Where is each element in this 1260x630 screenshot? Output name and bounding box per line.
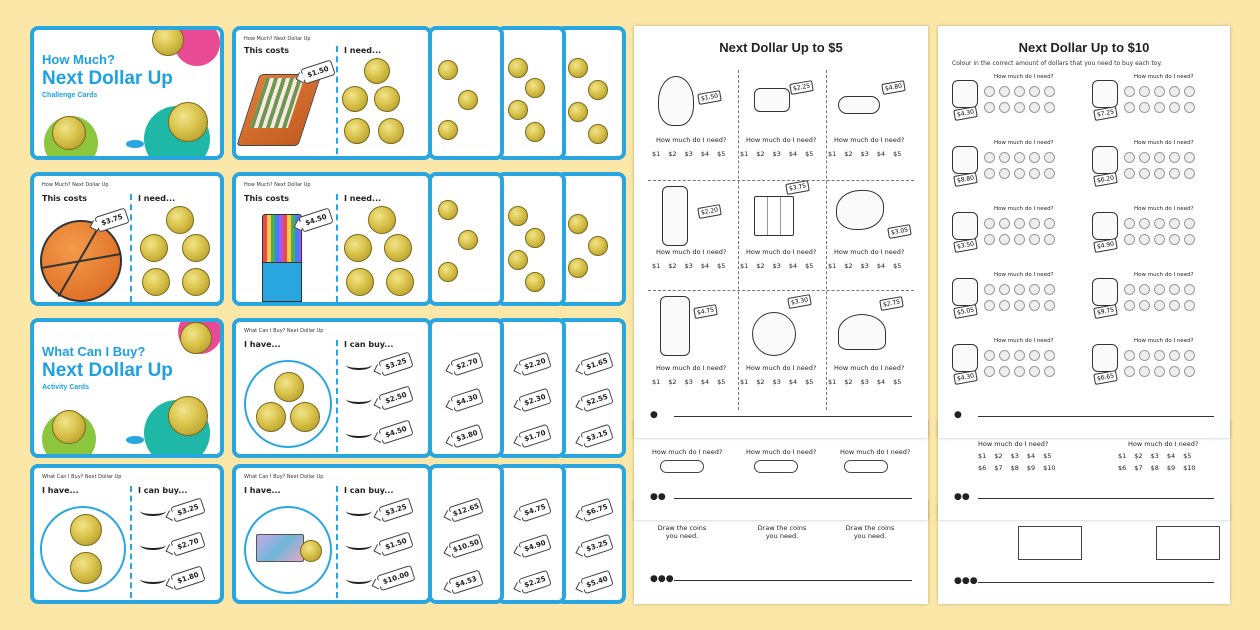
question: How much do I need?	[746, 136, 817, 144]
question: How much do I need?	[1134, 74, 1194, 80]
dollar-coin-outline[interactable]	[1014, 152, 1025, 163]
worksheet-10	[938, 26, 1230, 438]
divider	[336, 340, 338, 452]
coin-image	[168, 102, 208, 142]
dollar-coin-outline[interactable]	[1029, 234, 1040, 245]
page-dots: ●●	[954, 492, 970, 502]
question: How much do I need?	[746, 448, 817, 456]
dollar-coin-outline[interactable]	[1169, 366, 1180, 377]
price-tag: $3.25	[580, 534, 613, 558]
answer-options[interactable]: $1 $2 $3 $4 $5	[828, 378, 902, 386]
price-tag: $1.65	[580, 352, 613, 376]
card-header: What Can I Buy? Next Dollar Up	[244, 474, 324, 480]
price-tag: $1.50	[697, 90, 722, 105]
dollar-coin-outline[interactable]	[1184, 218, 1195, 229]
dollar-coin-outline[interactable]	[1154, 350, 1165, 361]
dollar-coin-outline[interactable]	[1124, 168, 1135, 179]
divider	[336, 46, 338, 154]
i-have-label: I have...	[244, 340, 281, 349]
page-dot: ●	[650, 410, 658, 420]
dollar-coin-outline[interactable]	[1029, 350, 1040, 361]
dollar-coin-outline[interactable]	[999, 284, 1010, 295]
page-dots: ●●●	[650, 574, 674, 584]
dollar-coin-outline[interactable]	[999, 168, 1010, 179]
dollar-coin-outline[interactable]	[1014, 350, 1025, 361]
draw-label: Draw the coins you need.	[757, 524, 807, 540]
question: How much do I need?	[1134, 140, 1194, 146]
dollar-coin-outline[interactable]	[1124, 234, 1135, 245]
dollar-coin-outline[interactable]	[1184, 234, 1195, 245]
dollar-coin-outline[interactable]	[984, 366, 995, 377]
question: How much do I need?	[994, 74, 1054, 80]
price-tag: $1.70	[518, 424, 551, 448]
dollar-coin-outline[interactable]	[984, 300, 995, 311]
card-header: How Much? Next Dollar Up	[244, 36, 311, 42]
dollar-coin-outline[interactable]	[1044, 152, 1055, 163]
title-line2: Next Dollar Up	[42, 360, 173, 381]
question: How much do I need?	[656, 136, 727, 144]
price-tag: $4.90	[1093, 238, 1118, 253]
dollar-coin-outline[interactable]	[1044, 218, 1055, 229]
worksheet-title: Next Dollar Up to $10	[1018, 40, 1150, 55]
question: How much do I need?	[1128, 440, 1199, 448]
answer-options[interactable]: $1 $2 $3 $4 $5	[652, 378, 726, 386]
question: How much do I need?	[1134, 272, 1194, 278]
price-tag: $6.20	[1093, 172, 1118, 187]
dollar-coin-outline[interactable]	[1044, 284, 1055, 295]
logo-icon	[126, 140, 144, 148]
dollar-coin-outline[interactable]	[984, 218, 995, 229]
dollar-coin-outline[interactable]	[1124, 300, 1135, 311]
price-tag: $2.30	[518, 388, 551, 412]
i-have-label: I have...	[42, 486, 79, 495]
price-tag: $1.50	[300, 59, 335, 84]
question: How much do I need?	[994, 206, 1054, 212]
dollar-coin-outline[interactable]	[1139, 102, 1150, 113]
challenge-title-card	[30, 26, 224, 160]
divider	[130, 194, 132, 302]
dollar-coin-outline[interactable]	[984, 350, 995, 361]
dollar-coin-outline[interactable]	[1154, 366, 1165, 377]
answer-box[interactable]	[1018, 526, 1082, 560]
teddy-bear-image	[952, 80, 978, 108]
price-tag: $4.50	[298, 207, 333, 232]
price-tag: $2.70	[170, 531, 205, 556]
coin-image	[168, 396, 208, 436]
dollar-coin-outline[interactable]	[1154, 86, 1165, 97]
dollar-coin-outline[interactable]	[999, 234, 1010, 245]
dollar-coin-outline[interactable]	[1169, 234, 1180, 245]
dollar-coin-outline[interactable]	[1169, 300, 1180, 311]
price-tag: $3.30	[787, 294, 812, 309]
price-tag: $4.50	[378, 419, 413, 444]
worksheet-5	[634, 26, 928, 438]
question: How much do I need?	[656, 248, 727, 256]
dollar-coin-outline[interactable]	[1014, 366, 1025, 377]
dollar-coin-outline[interactable]	[1044, 350, 1055, 361]
question: How much do I need?	[834, 136, 905, 144]
price-tag: $5.05	[953, 304, 978, 319]
answer-options[interactable]: $1 $2 $3 $4 $5	[828, 262, 902, 270]
answer-options[interactable]: $1 $2 $3 $4 $5	[740, 262, 814, 270]
dollar-coin-outline[interactable]	[1029, 300, 1040, 311]
dollar-coin-outline[interactable]	[1124, 350, 1135, 361]
price-tag: $7.25	[1093, 106, 1118, 121]
title-subtitle: Challenge Cards	[42, 92, 98, 99]
answer-options[interactable]: $6 $7 $8 $9 $10	[978, 464, 1056, 472]
price-tag: $10.50	[448, 533, 483, 558]
dollar-coin-outline[interactable]	[1029, 218, 1040, 229]
question: How much do I need?	[994, 338, 1054, 344]
price-tag: $4.30	[450, 388, 483, 412]
logo-icon	[126, 436, 144, 444]
dollar-coin-outline[interactable]	[1139, 300, 1150, 311]
snail-image	[838, 314, 886, 350]
dollar-coin-outline[interactable]	[1154, 234, 1165, 245]
dollar-coin-outline[interactable]	[1169, 350, 1180, 361]
toy-truck-image	[754, 88, 790, 112]
card-header: How Much? Next Dollar Up	[42, 182, 109, 188]
price-tag: $2.20	[697, 204, 722, 219]
dollar-coin-outline[interactable]	[1139, 366, 1150, 377]
dollar-coin-outline[interactable]	[1044, 86, 1055, 97]
teddy-bear-image	[658, 76, 694, 126]
answer-box[interactable]	[754, 460, 798, 473]
dollar-coin-outline[interactable]	[1184, 300, 1195, 311]
page-dots: ●●	[650, 492, 666, 502]
paint-palette-image	[952, 278, 978, 306]
card-header: What Can I Buy? Next Dollar Up	[244, 328, 324, 334]
dollar-coin-outline[interactable]	[1169, 86, 1180, 97]
dollar-coin-outline[interactable]	[1044, 300, 1055, 311]
dollar-coin-outline[interactable]	[1184, 152, 1195, 163]
price-tag: $6.75	[580, 498, 613, 522]
answer-options[interactable]: $1 $2 $3 $4 $5	[740, 150, 814, 158]
dollar-coin-outline[interactable]	[984, 102, 995, 113]
dollar-coin-outline[interactable]	[1139, 350, 1150, 361]
price-tag: $1.50	[378, 531, 413, 556]
price-tag: $2.25	[789, 80, 814, 95]
price-tag: $4.53	[448, 569, 483, 594]
dollar-coin-outline[interactable]	[1124, 218, 1135, 229]
price-tag: $4.30	[953, 106, 978, 121]
page-dots: ●●●	[954, 576, 978, 586]
i-can-buy-label: I can buy...	[344, 340, 394, 349]
question: How much do I need?	[994, 272, 1054, 278]
dollar-coin-outline[interactable]	[1139, 284, 1150, 295]
giraffe-image	[662, 186, 688, 246]
title-line1: How Much?	[42, 52, 115, 67]
worksheet-title: Next Dollar Up to $5	[719, 40, 843, 55]
answer-box[interactable]	[1156, 526, 1220, 560]
dollar-coin-outline[interactable]	[1124, 366, 1135, 377]
dollar-coin-outline[interactable]	[1044, 366, 1055, 377]
price-tag: $3.25	[378, 497, 413, 522]
draw-label: Draw the coins you need.	[657, 524, 707, 540]
price-tag: $1.80	[170, 565, 205, 590]
i-need-label: I need...	[344, 46, 382, 55]
dollar-coin-outline[interactable]	[1014, 300, 1025, 311]
price-tag: $3.75	[785, 180, 810, 195]
price-tag: $2.50	[378, 385, 413, 410]
dollar-coin-outline[interactable]	[984, 284, 995, 295]
dollar-coin-outline[interactable]	[999, 300, 1010, 311]
challenge-card-3	[232, 172, 432, 306]
price-tag: $2.25	[518, 570, 551, 594]
dollar-coin-outline[interactable]	[1169, 168, 1180, 179]
answer-options[interactable]: $1 $2 $3 $4 $5	[978, 452, 1052, 460]
dollar-coin-outline[interactable]	[1029, 284, 1040, 295]
title-line2: Next Dollar Up	[42, 68, 173, 89]
dollar-coin-outline[interactable]	[1044, 102, 1055, 113]
price-tag: $3.05	[887, 224, 912, 239]
instruction: Colour in the correct amount of dollars that you need to buy each toy.	[952, 60, 1163, 67]
snail-image	[1092, 344, 1118, 372]
price-tag: $4.75	[693, 304, 718, 319]
dollar-coin-outline[interactable]	[1029, 86, 1040, 97]
i-have-label: I have...	[244, 486, 281, 495]
ball-image	[952, 344, 978, 372]
price-tag: $4.75	[518, 498, 551, 522]
price-tag: $3.15	[580, 424, 613, 448]
dollar-coin-outline[interactable]	[1029, 102, 1040, 113]
dollar-coin-outline[interactable]	[999, 350, 1010, 361]
answer-box[interactable]	[844, 460, 888, 473]
dollar-coin-outline[interactable]	[1139, 168, 1150, 179]
dollar-coin-outline[interactable]	[1139, 152, 1150, 163]
banknote-image	[256, 534, 304, 562]
dollar-coin-outline[interactable]	[1184, 350, 1195, 361]
dollar-coin-outline[interactable]	[1124, 86, 1135, 97]
price-tag: $4.30	[953, 370, 978, 385]
paint-palette-image	[836, 190, 884, 230]
this-costs-label: This costs	[244, 46, 290, 55]
answer-options[interactable]: $1 $2 $3 $4 $5	[652, 150, 726, 158]
coin-image	[52, 116, 86, 150]
answer-options[interactable]: $1 $2 $3 $4 $5	[652, 262, 726, 270]
question: How much do I need?	[834, 248, 905, 256]
dollar-coin-outline[interactable]	[1154, 284, 1165, 295]
question: How much do I need?	[978, 440, 1049, 448]
dollar-coin-outline[interactable]	[1169, 218, 1180, 229]
dollar-coin-outline[interactable]	[1029, 152, 1040, 163]
dollar-coin-outline[interactable]	[1014, 86, 1025, 97]
dollar-coin-outline[interactable]	[1169, 102, 1180, 113]
page-dot: ●	[954, 410, 962, 420]
price-tag: $3.75	[94, 207, 129, 232]
dollar-coin-outline[interactable]	[1139, 86, 1150, 97]
dollar-coin-outline[interactable]	[984, 168, 995, 179]
price-tag: $6.65	[1093, 370, 1118, 385]
dollar-coin-outline[interactable]	[1029, 366, 1040, 377]
heart-box-image	[1092, 212, 1118, 240]
price-tag: $8.80	[953, 172, 978, 187]
question: How much do I need?	[1134, 338, 1194, 344]
activity-card-2	[30, 464, 224, 604]
dollar-coin-outline[interactable]	[999, 152, 1010, 163]
dollar-coin-outline[interactable]	[999, 366, 1010, 377]
answer-options[interactable]: $1 $2 $3 $4 $5	[1118, 452, 1192, 460]
dollar-coin-outline[interactable]	[999, 102, 1010, 113]
activity-card-1	[232, 318, 432, 458]
title-line1: What Can I Buy?	[42, 344, 146, 359]
dollar-coin-outline[interactable]	[1184, 366, 1195, 377]
dollar-coin-outline[interactable]	[1169, 152, 1180, 163]
dollar-coin-outline[interactable]	[1139, 234, 1150, 245]
price-tag: $4.90	[518, 534, 551, 558]
divider	[336, 486, 338, 598]
dollar-coin-outline[interactable]	[1184, 284, 1195, 295]
rubiks-cube-image	[754, 196, 794, 236]
dollar-coin-outline[interactable]	[984, 152, 995, 163]
dollar-coin-outline[interactable]	[1154, 152, 1165, 163]
toy-truck-image	[1092, 80, 1118, 108]
dollar-coin-outline[interactable]	[1154, 218, 1165, 229]
dollar-coin-outline[interactable]	[984, 234, 995, 245]
ball-image	[752, 312, 796, 356]
dollar-coin-outline[interactable]	[1169, 284, 1180, 295]
divider	[336, 194, 338, 302]
dollar-coin-outline[interactable]	[1124, 284, 1135, 295]
question: How much do I need?	[656, 364, 727, 372]
dollar-coin-outline[interactable]	[1154, 168, 1165, 179]
answer-options[interactable]: $1 $2 $3 $4 $5	[828, 150, 902, 158]
answer-box[interactable]	[660, 460, 704, 473]
price-tag: $4.80	[881, 80, 906, 95]
question: How much do I need?	[746, 248, 817, 256]
dollar-coin-outline[interactable]	[1014, 234, 1025, 245]
this-costs-label: This costs	[244, 194, 290, 203]
card-header: What Can I Buy? Next Dollar Up	[42, 474, 122, 480]
price-tag: $2.70	[450, 352, 483, 376]
price-tag: $3.80	[450, 424, 483, 448]
divider	[130, 486, 132, 598]
price-tag: $3.25	[378, 351, 413, 376]
pencil-box-label	[262, 262, 302, 302]
price-tag: $3.25	[170, 497, 205, 522]
dollar-coin-outline[interactable]	[1014, 284, 1025, 295]
answer-options[interactable]: $6 $7 $8 $9 $10	[1118, 464, 1196, 472]
this-costs-label: This costs	[42, 194, 88, 203]
rubiks-cube-image	[952, 212, 978, 240]
price-tag: $10.00	[376, 565, 415, 591]
i-can-buy-label: I can buy...	[344, 486, 394, 495]
question: How much do I need?	[746, 364, 817, 372]
dollar-coin-outline[interactable]	[1014, 168, 1025, 179]
price-tag: $3.50	[953, 238, 978, 253]
question: How much do I need?	[1134, 206, 1194, 212]
price-tag: $5.40	[580, 570, 613, 594]
dollar-coin-outline[interactable]	[984, 86, 995, 97]
answer-options[interactable]: $1 $2 $3 $4 $5	[740, 378, 814, 386]
coin-image	[52, 410, 86, 444]
dollar-coin-outline[interactable]	[1184, 168, 1195, 179]
i-can-buy-label: I can buy...	[138, 486, 188, 495]
question: How much do I need?	[840, 448, 911, 456]
dollar-coin-outline[interactable]	[1124, 102, 1135, 113]
dollar-coin-outline[interactable]	[1154, 102, 1165, 113]
price-tag: $2.20	[518, 352, 551, 376]
dollar-coin-outline[interactable]	[1029, 168, 1040, 179]
question: How much do I need?	[994, 140, 1054, 146]
dollar-coin-outline[interactable]	[1014, 218, 1025, 229]
question: How much do I need?	[652, 448, 723, 456]
challenge-card-1	[232, 26, 432, 160]
price-tag: $9.75	[1093, 304, 1118, 319]
activity-card-3	[232, 464, 432, 604]
challenge-card-2	[30, 172, 224, 306]
dollar-coin-outline[interactable]	[999, 86, 1010, 97]
price-tag: $2.75	[879, 296, 904, 311]
dollar-coin-outline[interactable]	[1154, 300, 1165, 311]
activity-title-card	[30, 318, 224, 458]
toy-car-image	[838, 96, 880, 114]
draw-label: Draw the coins you need.	[845, 524, 895, 540]
robot-image	[1092, 278, 1118, 306]
dollar-coin-outline[interactable]	[1124, 152, 1135, 163]
robot-image	[660, 296, 690, 356]
question: How much do I need?	[834, 364, 905, 372]
dollar-coin-outline[interactable]	[1014, 102, 1025, 113]
dollar-coin-outline[interactable]	[1044, 168, 1055, 179]
price-tag: $12.65	[448, 497, 483, 522]
toy-car-image	[952, 146, 978, 174]
dollar-coin-outline[interactable]	[999, 218, 1010, 229]
price-tag: $2.55	[580, 388, 613, 412]
dollar-coin-outline[interactable]	[1184, 102, 1195, 113]
giraffe-image	[1092, 146, 1118, 174]
dollar-coin-outline[interactable]	[1139, 218, 1150, 229]
i-need-label: I need...	[344, 194, 382, 203]
dollar-coin-outline[interactable]	[1044, 234, 1055, 245]
title-subtitle: Activity Cards	[42, 384, 90, 391]
coin-image	[180, 322, 212, 354]
card-header: How Much? Next Dollar Up	[244, 182, 311, 188]
dollar-coin-outline[interactable]	[1184, 86, 1195, 97]
i-need-label: I need...	[138, 194, 176, 203]
